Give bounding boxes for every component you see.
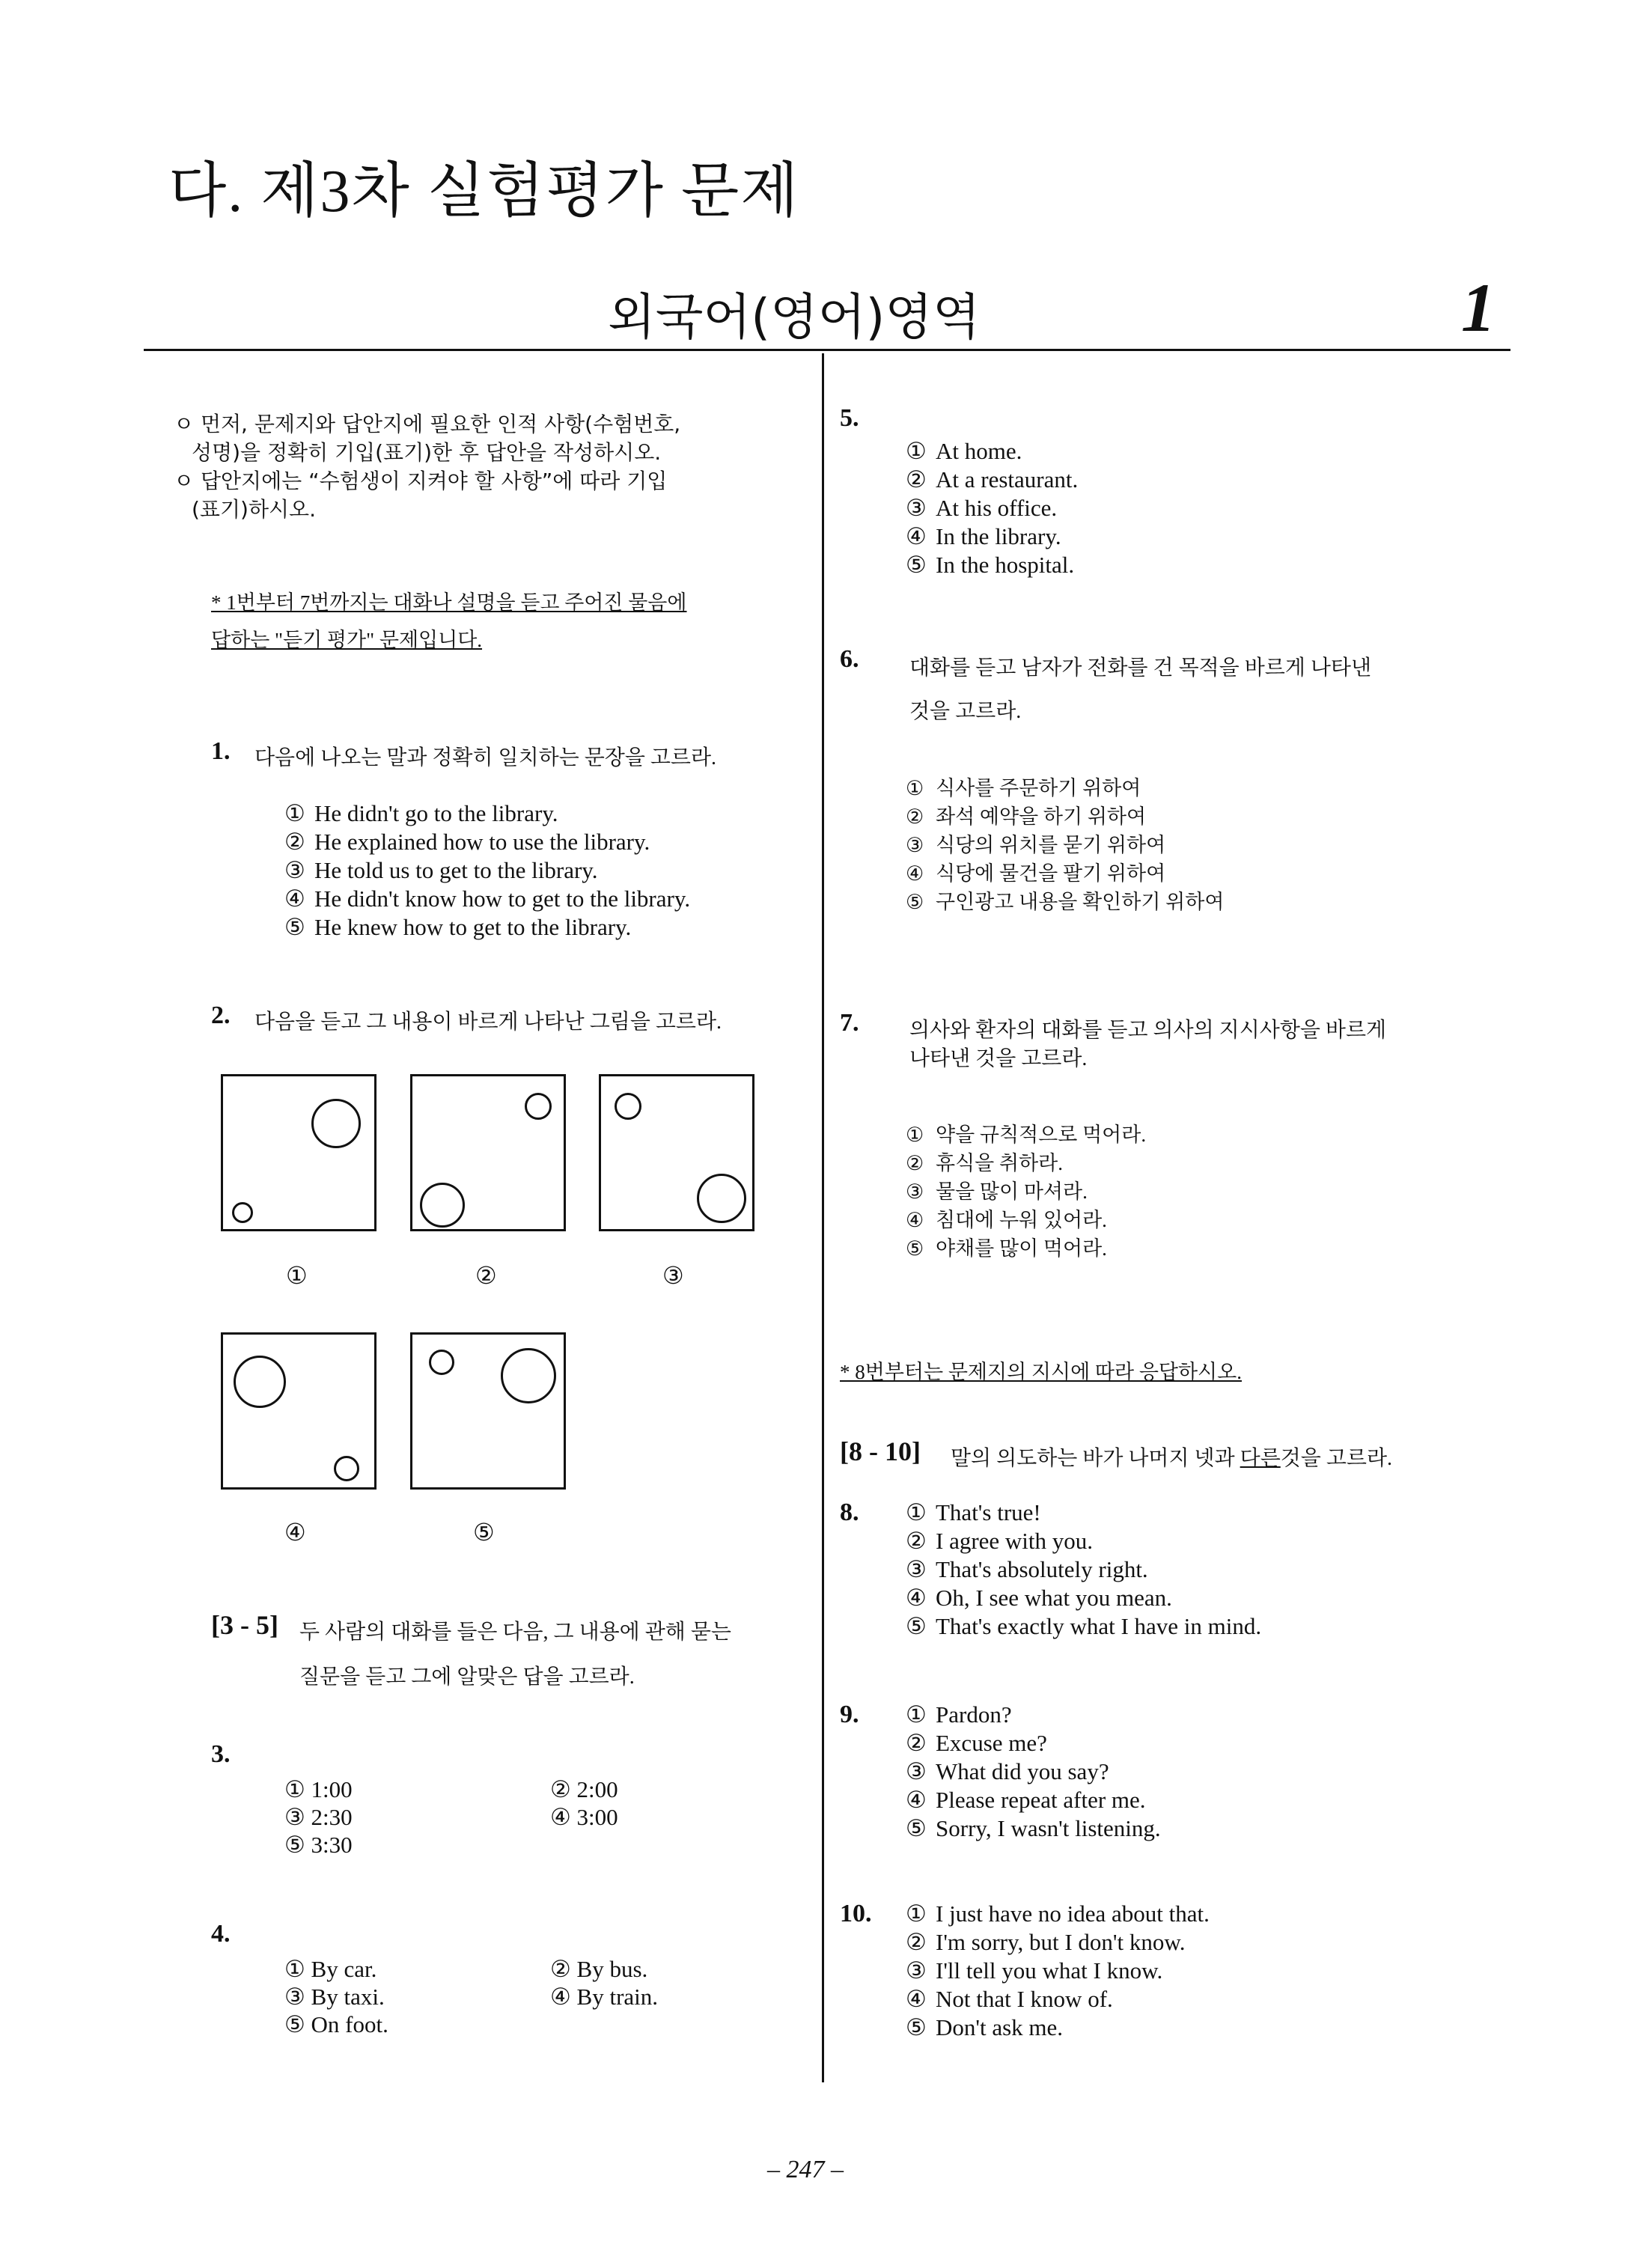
question-number: 6. bbox=[840, 645, 859, 673]
option-item[interactable] bbox=[906, 2014, 1210, 2042]
option-text: I'll tell you what I know. bbox=[936, 1957, 1163, 1984]
option-mark: ① bbox=[906, 438, 927, 464]
listening-instruction bbox=[211, 584, 686, 659]
option-item[interactable] bbox=[906, 1900, 1210, 1928]
option-text: What did you say? bbox=[936, 1758, 1109, 1784]
option-mark: ① bbox=[906, 777, 924, 799]
figure-box[interactable] bbox=[221, 1332, 376, 1490]
option-mark: ③ bbox=[906, 495, 927, 521]
option-item[interactable] bbox=[906, 437, 1078, 466]
option-text: 식사를 주문하기 위하여 bbox=[936, 777, 1141, 799]
option-mark: ② bbox=[284, 829, 305, 855]
question-number: 1. bbox=[211, 737, 231, 765]
small-circle bbox=[232, 1202, 253, 1223]
question-text: 나타낸 것을 고르라. bbox=[909, 1047, 1088, 1070]
figure-label: ② bbox=[475, 1262, 497, 1289]
option-item[interactable] bbox=[906, 1584, 1261, 1612]
option-item[interactable] bbox=[906, 1985, 1210, 2014]
figure-box[interactable] bbox=[410, 1332, 566, 1490]
option-item[interactable] bbox=[906, 1729, 1161, 1758]
large-circle bbox=[420, 1183, 465, 1228]
option-text: In the library. bbox=[936, 523, 1061, 549]
option-mark: ⑤ bbox=[906, 1613, 927, 1639]
answer-options bbox=[906, 437, 1078, 579]
option-item[interactable]: ③ By taxi. bbox=[284, 1984, 385, 2010]
option-item[interactable] bbox=[906, 1928, 1210, 1957]
option-text: I agree with you. bbox=[936, 1528, 1094, 1554]
option-item[interactable] bbox=[906, 888, 1224, 916]
option-item[interactable]: ② By bus. bbox=[550, 1956, 648, 1982]
option-mark: ③ bbox=[906, 834, 924, 856]
header-rule bbox=[144, 349, 1510, 351]
large-circle bbox=[234, 1356, 286, 1408]
option-text: At his office. bbox=[936, 495, 1058, 521]
option-mark: ⑤ bbox=[906, 1237, 924, 1260]
option-text: Please repeat after me. bbox=[936, 1787, 1146, 1813]
option-text: He knew how to get to the library. bbox=[314, 914, 632, 940]
option-item[interactable] bbox=[906, 1121, 1146, 1149]
option-text: I just have no idea about that. bbox=[936, 1900, 1210, 1927]
option-mark: ④ bbox=[284, 885, 305, 912]
option-item[interactable] bbox=[906, 1234, 1146, 1263]
option-item[interactable] bbox=[906, 774, 1224, 802]
option-text: At a restaurant. bbox=[936, 466, 1079, 493]
option-mark: ④ bbox=[906, 1787, 927, 1813]
option-item[interactable] bbox=[906, 831, 1224, 859]
option-text: He didn't know how to get to the library. bbox=[314, 885, 691, 912]
question-number: 5. bbox=[840, 404, 859, 432]
option-mark: ④ bbox=[906, 862, 924, 885]
option-text: That's true! bbox=[936, 1499, 1041, 1525]
figure-box[interactable] bbox=[221, 1074, 376, 1231]
question-number: 10. bbox=[840, 1900, 872, 1927]
option-mark: ⑤ bbox=[906, 552, 927, 578]
answer-options bbox=[906, 1701, 1161, 1843]
option-mark: ③ bbox=[906, 1957, 927, 1984]
figure-label: ① bbox=[286, 1262, 308, 1289]
option-text: That's absolutely right. bbox=[936, 1556, 1148, 1582]
option-mark: ② bbox=[906, 1152, 924, 1174]
option-text: 식당의 위치를 묻기 위하여 bbox=[936, 834, 1166, 856]
answer-options bbox=[284, 799, 690, 942]
option-item[interactable] bbox=[906, 1612, 1261, 1641]
question-number: 4. bbox=[211, 1920, 231, 1948]
answer-options bbox=[284, 1955, 775, 2038]
option-item[interactable] bbox=[906, 1786, 1161, 1814]
option-mark: ① bbox=[284, 800, 305, 826]
option-mark: ② bbox=[906, 1929, 927, 1955]
option-mark: ① bbox=[906, 1900, 927, 1927]
question-text: 다음에 나오는 말과 정확히 일치하는 문장을 고르라. bbox=[254, 746, 717, 769]
page-number: 1 bbox=[1461, 269, 1496, 346]
option-item[interactable] bbox=[906, 1149, 1146, 1177]
question-number: 9. bbox=[840, 1701, 859, 1728]
option-text: In the hospital. bbox=[936, 552, 1075, 578]
note-line: 성명)을 정확히 기입(표기)한 후 답안을 작성하시오. bbox=[192, 440, 662, 465]
question-text: 대화를 듣고 남자가 전화를 건 목적을 바르게 나타낸 bbox=[909, 656, 1372, 680]
small-circle bbox=[429, 1350, 454, 1375]
option-text: He didn't go to the library. bbox=[314, 800, 558, 826]
column-divider bbox=[822, 353, 824, 2082]
option-text: 야채를 많이 먹어라. bbox=[936, 1237, 1107, 1260]
option-item[interactable] bbox=[906, 1206, 1146, 1234]
option-item[interactable]: ② 2:00 bbox=[550, 1776, 618, 1802]
option-text: He told us to get to the library. bbox=[314, 857, 598, 883]
option-text: 좌석 예약을 하기 위하여 bbox=[936, 805, 1147, 828]
question-group-range: [3 - 5] bbox=[211, 1610, 278, 1640]
option-mark: ③ bbox=[284, 857, 305, 883]
small-circle bbox=[334, 1456, 359, 1481]
option-item[interactable]: ⑤ On foot. bbox=[284, 2011, 388, 2037]
note-line: (표기)하시오. bbox=[192, 497, 316, 522]
option-mark: ② bbox=[906, 1730, 927, 1756]
option-item[interactable] bbox=[906, 1701, 1161, 1729]
group-instruction: 질문을 듣고 그에 알맞은 답을 고르라. bbox=[299, 1665, 635, 1689]
option-item[interactable] bbox=[284, 828, 690, 856]
large-circle bbox=[697, 1174, 746, 1223]
section-title: 다. 제3차 실험평가 문제 bbox=[168, 159, 800, 225]
question-text: 다음을 듣고 그 내용이 바르게 나타난 그림을 고르라. bbox=[254, 1010, 722, 1034]
question-number: 3. bbox=[211, 1740, 231, 1768]
option-text: Excuse me? bbox=[936, 1730, 1047, 1756]
figure-label: ④ bbox=[284, 1519, 306, 1546]
question-text: 것을 고르라. bbox=[909, 700, 1022, 723]
option-text: 식당에 물건을 팔기 위하여 bbox=[936, 862, 1166, 885]
option-item[interactable] bbox=[906, 802, 1224, 831]
option-mark: ④ bbox=[906, 1986, 927, 2012]
question-number: 8. bbox=[840, 1499, 859, 1526]
option-item[interactable] bbox=[906, 1814, 1161, 1843]
instruction-part: 것을 고르라. bbox=[1280, 1447, 1392, 1470]
option-item[interactable] bbox=[906, 1555, 1261, 1584]
question-group-range: [8 - 10] bbox=[840, 1436, 921, 1466]
question-number: 7. bbox=[840, 1009, 859, 1037]
option-text: 휴식을 취하라. bbox=[936, 1152, 1063, 1174]
option-text: 물을 많이 마셔라. bbox=[936, 1180, 1088, 1203]
footer-page-number: – 247 – bbox=[767, 2156, 844, 2183]
option-text: He explained how to use the library. bbox=[314, 829, 650, 855]
option-mark: ⑤ bbox=[284, 914, 305, 940]
option-item[interactable] bbox=[284, 913, 690, 942]
answer-options bbox=[906, 1499, 1261, 1641]
answer-options bbox=[906, 1121, 1146, 1263]
option-mark: ⑤ bbox=[906, 891, 924, 913]
option-item[interactable] bbox=[906, 551, 1078, 579]
option-mark: ① bbox=[906, 1124, 924, 1146]
option-mark: ⑤ bbox=[906, 1815, 927, 1841]
option-item[interactable] bbox=[906, 1758, 1161, 1786]
option-mark: ④ bbox=[906, 1209, 924, 1231]
figure-box[interactable] bbox=[599, 1074, 754, 1231]
instruction-emphasis: 다른 bbox=[1240, 1447, 1281, 1470]
instruction-line: * 1번부터 7번까지는 대화나 설명을 듣고 주어진 물음에 bbox=[211, 591, 687, 614]
option-mark: ① bbox=[906, 1701, 927, 1728]
option-text: Oh, I see what you mean. bbox=[936, 1585, 1172, 1611]
instruction-line: 답하는 "듣기 평가" 문제입니다. bbox=[211, 629, 483, 651]
instruction-part: 말의 의도하는 바가 나머지 넷과 bbox=[951, 1447, 1240, 1470]
reading-instruction: * 8번부터는 문제지의 지시에 따라 응답하시오. bbox=[840, 1361, 1242, 1383]
option-mark: ② bbox=[906, 1528, 927, 1554]
answer-options bbox=[906, 1900, 1210, 2042]
option-item[interactable] bbox=[906, 1499, 1261, 1527]
option-mark: ③ bbox=[906, 1556, 927, 1582]
option-item[interactable]: ⑤ 3:30 bbox=[284, 1832, 353, 1858]
small-circle bbox=[525, 1093, 552, 1120]
option-item[interactable] bbox=[906, 1957, 1210, 1985]
option-text: Don't ask me. bbox=[936, 2014, 1064, 2040]
figure-label: ⑤ bbox=[473, 1519, 495, 1546]
option-item[interactable]: ① By car. bbox=[284, 1956, 377, 1982]
figure-label: ③ bbox=[662, 1262, 684, 1289]
option-mark: ② bbox=[906, 466, 927, 493]
option-text: Not that I know of. bbox=[936, 1986, 1113, 2012]
option-mark: ⑤ bbox=[906, 2014, 927, 2040]
large-circle bbox=[311, 1099, 361, 1148]
option-text: Pardon? bbox=[936, 1701, 1012, 1728]
option-item[interactable]: ④ By train. bbox=[550, 1984, 659, 2010]
group-instruction: 두 사람의 대화를 들은 다음, 그 내용에 관해 묻는 bbox=[299, 1621, 731, 1644]
option-item[interactable] bbox=[906, 522, 1078, 551]
option-item[interactable] bbox=[906, 1177, 1146, 1206]
option-item[interactable]: ① 1:00 bbox=[284, 1776, 353, 1802]
option-text: 구인광고 내용을 확인하기 위하여 bbox=[936, 891, 1225, 913]
option-item[interactable] bbox=[284, 885, 690, 913]
option-mark: ③ bbox=[906, 1758, 927, 1784]
option-text: Sorry, I wasn't listening. bbox=[936, 1815, 1161, 1841]
option-mark: ④ bbox=[906, 1585, 927, 1611]
option-item[interactable]: ③ 2:30 bbox=[284, 1804, 353, 1830]
option-item[interactable] bbox=[906, 466, 1078, 494]
figure-box[interactable] bbox=[410, 1074, 566, 1231]
option-text: 침대에 누워 있어라. bbox=[936, 1209, 1107, 1231]
option-text: 약을 규칙적으로 먹어라. bbox=[936, 1124, 1147, 1146]
option-item[interactable] bbox=[284, 799, 690, 828]
option-item[interactable] bbox=[284, 856, 690, 885]
option-item[interactable] bbox=[906, 1527, 1261, 1555]
small-circle bbox=[615, 1093, 641, 1120]
option-mark: ③ bbox=[906, 1180, 924, 1203]
option-item[interactable]: ④ 3:00 bbox=[550, 1804, 618, 1830]
option-mark: ① bbox=[906, 1499, 927, 1525]
note-line: ㅇ 답안지에는 “수험생이 지켜야 할 사항”에 따라 기입 bbox=[174, 469, 668, 493]
note-line: ㅇ 먼저, 문제지와 답안지에 필요한 인적 사항(수험번호, bbox=[174, 412, 681, 436]
question-text: 의사와 환자의 대화를 듣고 의사의 지시사항을 바르게 bbox=[909, 1019, 1387, 1042]
option-item[interactable] bbox=[906, 859, 1224, 888]
group-instruction bbox=[951, 1442, 1392, 1472]
answer-options bbox=[284, 1775, 775, 1859]
option-text: That's exactly what I have in mind. bbox=[936, 1613, 1262, 1639]
option-text: I'm sorry, but I don't know. bbox=[936, 1929, 1186, 1955]
question-number: 2. bbox=[211, 1002, 231, 1029]
large-circle bbox=[501, 1348, 556, 1403]
option-item[interactable] bbox=[906, 494, 1078, 522]
option-text: At home. bbox=[936, 438, 1022, 464]
option-mark: ④ bbox=[906, 523, 927, 549]
subject-title: 외국어(영어)영역 bbox=[608, 288, 981, 346]
exam-notes bbox=[174, 410, 680, 524]
option-mark: ② bbox=[906, 805, 924, 828]
answer-options bbox=[906, 774, 1224, 916]
